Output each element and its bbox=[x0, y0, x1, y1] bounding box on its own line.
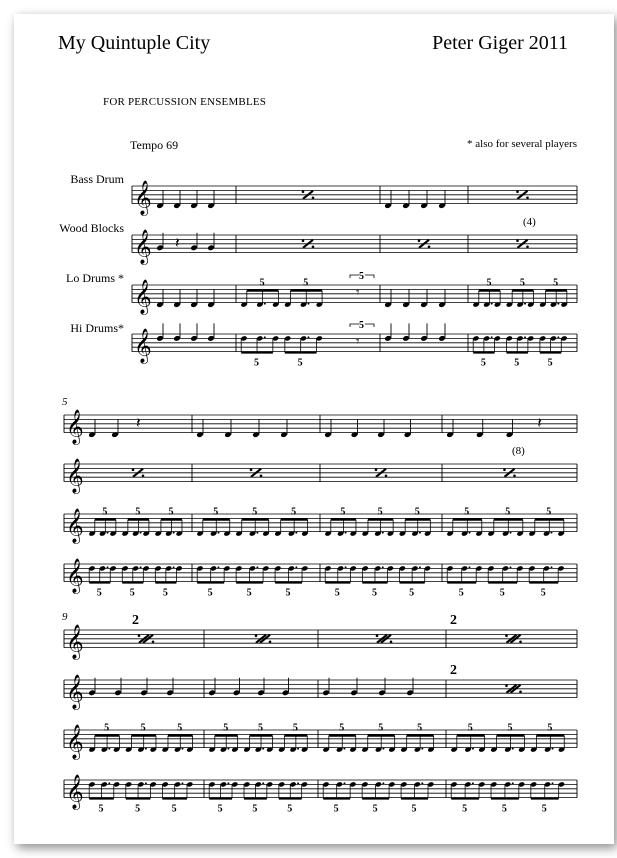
tuplet-number: 5 bbox=[254, 357, 260, 369]
staff bbox=[132, 285, 577, 303]
staff bbox=[132, 186, 577, 204]
tuplet-number: 5 bbox=[417, 722, 423, 734]
repeat-dot bbox=[516, 191, 519, 194]
tuplet-number: 5 bbox=[340, 506, 346, 518]
repeat-dot bbox=[132, 469, 135, 472]
dot bbox=[491, 336, 493, 338]
tuplet-number: 5 bbox=[291, 506, 297, 518]
tuplet-number: 5 bbox=[135, 803, 141, 815]
tuplet-number: 5 bbox=[297, 357, 303, 369]
repeat-dot bbox=[526, 246, 529, 249]
staff bbox=[64, 415, 577, 433]
tuplet-number: 5 bbox=[207, 587, 213, 599]
eighth-rest: 𝄾 bbox=[356, 284, 360, 300]
eighth-rest: 𝄾 bbox=[356, 333, 360, 349]
instrument-label-lo-drums: Lo Drums * bbox=[66, 271, 124, 285]
tuplet-number: 5 bbox=[129, 587, 135, 599]
dot bbox=[181, 782, 183, 784]
tuplet-number: 5 bbox=[135, 506, 141, 518]
dot bbox=[108, 748, 110, 750]
dot bbox=[469, 532, 471, 534]
tuplet-number: 5 bbox=[287, 803, 293, 815]
tuplet-number: 5 bbox=[378, 722, 384, 734]
dot bbox=[227, 748, 229, 750]
instrument-label-wood-blocks: Wood Blocks bbox=[59, 221, 124, 235]
dot bbox=[262, 782, 264, 784]
tuplet-number: 5 bbox=[359, 320, 364, 331]
composer-year: Peter Giger 2011 bbox=[432, 32, 568, 54]
tuplet-number: 5 bbox=[246, 587, 252, 599]
dot bbox=[295, 566, 297, 568]
repeat-dot bbox=[312, 246, 315, 249]
tuplet-number: 5 bbox=[540, 587, 546, 599]
staff-1 bbox=[64, 625, 577, 661]
tuplet-number: 5 bbox=[223, 722, 229, 734]
dot bbox=[421, 782, 423, 784]
dot bbox=[419, 566, 421, 568]
repeat-dot bbox=[375, 469, 378, 472]
treble-clef: 𝄞 bbox=[66, 775, 84, 809]
tuplet-number: 5 bbox=[507, 722, 513, 734]
tuplet-number: 5 bbox=[547, 722, 553, 734]
dot bbox=[140, 532, 142, 534]
dot bbox=[557, 336, 559, 338]
dot bbox=[524, 336, 526, 338]
dot bbox=[295, 532, 297, 534]
repeat-dot bbox=[250, 469, 253, 472]
tuplet-number: 5 bbox=[411, 803, 417, 815]
dot bbox=[145, 748, 147, 750]
repeat-dot bbox=[269, 641, 272, 644]
tuplet-number: 5 bbox=[140, 722, 146, 734]
system-3 bbox=[62, 611, 577, 814]
dot bbox=[551, 566, 553, 568]
repeat-dot bbox=[516, 240, 519, 243]
tuplet-number: 5 bbox=[458, 587, 464, 599]
dot bbox=[343, 782, 345, 784]
dot bbox=[552, 748, 554, 750]
treble-clef: 𝄞 bbox=[66, 509, 84, 543]
tuplet-number: 5 bbox=[104, 722, 110, 734]
dot bbox=[173, 566, 175, 568]
staff-1 bbox=[132, 181, 577, 217]
tuplet-number: 5 bbox=[464, 506, 470, 518]
tuplet-number: 5 bbox=[480, 357, 486, 369]
multi-measure-count: 2 bbox=[450, 663, 457, 678]
dot bbox=[307, 303, 309, 305]
staff-3 bbox=[64, 723, 577, 761]
dot bbox=[108, 782, 110, 784]
tuplet-number: 5 bbox=[162, 587, 168, 599]
dot bbox=[472, 748, 474, 750]
repeat-dot bbox=[519, 641, 522, 644]
dot bbox=[345, 566, 347, 568]
repeat-dot bbox=[513, 475, 516, 478]
tuplet-number: 5 bbox=[213, 506, 219, 518]
repeat-dot bbox=[505, 685, 508, 688]
quarter-rest: 𝄽 bbox=[537, 416, 542, 433]
multi-measure-count: 2 bbox=[132, 613, 139, 628]
dot bbox=[145, 782, 147, 784]
treble-clef: 𝄞 bbox=[66, 559, 84, 593]
tuplet-number: 5 bbox=[377, 506, 383, 518]
tuplet-number: 5 bbox=[546, 506, 552, 518]
dot bbox=[512, 782, 514, 784]
staff-2 bbox=[64, 675, 577, 711]
players-footnote: * also for several players bbox=[467, 138, 577, 150]
dot bbox=[107, 566, 109, 568]
tuplet-number: 5 bbox=[333, 803, 339, 815]
tuplet-number: 5 bbox=[303, 277, 309, 289]
treble-clef: 𝄞 bbox=[66, 459, 84, 493]
tuplet-number: 5 bbox=[259, 277, 265, 289]
staff bbox=[64, 464, 577, 482]
dot bbox=[491, 303, 493, 305]
treble-clef: 𝄞 bbox=[134, 329, 152, 363]
treble-clef: 𝄞 bbox=[66, 625, 84, 659]
repeat-dot bbox=[385, 475, 388, 478]
staff bbox=[132, 235, 577, 253]
tuplet-number: 5 bbox=[409, 587, 415, 599]
repeat-dot bbox=[376, 635, 379, 638]
dot bbox=[419, 532, 421, 534]
dot bbox=[557, 303, 559, 305]
staff-2 bbox=[64, 459, 577, 495]
tuplet-number: 5 bbox=[514, 357, 520, 369]
dot bbox=[510, 532, 512, 534]
instrument-label-hi-drums: Hi Drums* bbox=[70, 321, 124, 335]
tuplet-number: 5 bbox=[547, 357, 553, 369]
tuplet-number: 5 bbox=[519, 277, 525, 289]
tuplet-number: 5 bbox=[499, 587, 505, 599]
tuplet-number: 5 bbox=[258, 722, 264, 734]
dot bbox=[343, 748, 345, 750]
score-page bbox=[14, 14, 614, 844]
tuplet-number: 5 bbox=[414, 506, 420, 518]
tuplet-number: 5 bbox=[102, 506, 108, 518]
repeat-dot bbox=[418, 240, 421, 243]
dot bbox=[307, 336, 309, 338]
dot bbox=[256, 532, 258, 534]
staff bbox=[64, 514, 577, 532]
dot bbox=[524, 303, 526, 305]
repeat-dot bbox=[138, 635, 141, 638]
staff-2 bbox=[132, 230, 577, 266]
dot bbox=[140, 566, 142, 568]
measure-number: 9 bbox=[62, 611, 68, 623]
repeat-count: (4) bbox=[523, 216, 536, 228]
dot bbox=[262, 748, 264, 750]
dot bbox=[421, 748, 423, 750]
repeat-dot bbox=[152, 641, 155, 644]
tuplet-number: 5 bbox=[501, 803, 507, 815]
dot bbox=[181, 748, 183, 750]
tuplet-number: 5 bbox=[217, 803, 223, 815]
dot bbox=[297, 782, 299, 784]
tuplet-number: 5 bbox=[96, 587, 102, 599]
dot bbox=[297, 748, 299, 750]
dot bbox=[107, 532, 109, 534]
repeat-dot bbox=[390, 641, 393, 644]
dot bbox=[382, 532, 384, 534]
staff-4 bbox=[64, 559, 577, 599]
dot bbox=[472, 782, 474, 784]
repeat-dot bbox=[526, 197, 529, 200]
dot bbox=[217, 532, 219, 534]
repeat-dot bbox=[302, 240, 305, 243]
staff-1 bbox=[64, 410, 577, 446]
repeat-dot bbox=[503, 469, 506, 472]
dot bbox=[382, 566, 384, 568]
dot bbox=[264, 303, 266, 305]
tuplet-number: 5 bbox=[359, 271, 364, 282]
dot bbox=[264, 336, 266, 338]
repeat-dot bbox=[142, 475, 145, 478]
dot bbox=[217, 566, 219, 568]
tuplet-number: 5 bbox=[98, 803, 104, 815]
tuplet-number: 5 bbox=[467, 722, 473, 734]
staff-4 bbox=[132, 320, 577, 368]
dot bbox=[469, 566, 471, 568]
system-1 bbox=[132, 181, 577, 369]
tempo-marking: Tempo 69 bbox=[130, 138, 179, 152]
tuplet-number: 5 bbox=[334, 587, 340, 599]
treble-clef: 𝄞 bbox=[134, 230, 152, 264]
treble-clef: 𝄞 bbox=[134, 181, 152, 215]
tuplet-number: 5 bbox=[285, 587, 291, 599]
tuplet-number: 5 bbox=[177, 722, 183, 734]
treble-clef: 𝄞 bbox=[134, 280, 152, 314]
dot bbox=[510, 566, 512, 568]
staff-4 bbox=[64, 775, 577, 815]
staff bbox=[64, 680, 577, 698]
multi-measure-count: 2 bbox=[450, 613, 457, 628]
repeat-dot bbox=[255, 635, 258, 638]
tuplet-number: 5 bbox=[371, 587, 377, 599]
quarter-rest: 𝄽 bbox=[136, 416, 141, 433]
repeat-dot bbox=[312, 197, 315, 200]
music-notation bbox=[14, 14, 614, 844]
tuplet-number: 5 bbox=[553, 277, 559, 289]
tuplet-number: 5 bbox=[171, 803, 177, 815]
instrument-label-bass-drum: Bass Drum bbox=[70, 172, 124, 186]
dot bbox=[512, 748, 514, 750]
staff-3 bbox=[132, 271, 577, 316]
dot bbox=[382, 748, 384, 750]
repeat-dot bbox=[302, 191, 305, 194]
treble-clef: 𝄞 bbox=[66, 675, 84, 709]
piece-title: My Quintuple City bbox=[58, 32, 211, 54]
dot bbox=[551, 532, 553, 534]
staff bbox=[64, 630, 577, 648]
system-2 bbox=[62, 396, 577, 598]
repeat-dot bbox=[505, 635, 508, 638]
repeat-dot bbox=[260, 475, 263, 478]
dot bbox=[382, 782, 384, 784]
measure-number: 5 bbox=[62, 396, 68, 408]
treble-clef: 𝄞 bbox=[66, 410, 84, 444]
tuplet-number: 5 bbox=[505, 506, 511, 518]
tuplet-number: 5 bbox=[292, 722, 298, 734]
repeat-dot bbox=[428, 246, 431, 249]
tuplet-number: 5 bbox=[339, 722, 345, 734]
dot bbox=[552, 782, 554, 784]
staff-3 bbox=[64, 507, 577, 545]
tuplet-number: 5 bbox=[372, 803, 378, 815]
tuplet-number: 5 bbox=[168, 506, 174, 518]
repeat-dot bbox=[519, 691, 522, 694]
tuplet-number: 5 bbox=[486, 277, 492, 289]
repeat-count: (8) bbox=[512, 445, 525, 457]
tuplet-number: 5 bbox=[541, 803, 547, 815]
quarter-rest: 𝄽 bbox=[175, 236, 180, 253]
ensemble-subtitle: FOR PERCUSSION ENSEMBLES bbox=[103, 96, 267, 108]
dot bbox=[227, 782, 229, 784]
dot bbox=[173, 532, 175, 534]
dot bbox=[345, 532, 347, 534]
tuplet-number: 5 bbox=[252, 803, 258, 815]
dot bbox=[256, 566, 258, 568]
tuplet-number: 5 bbox=[252, 506, 258, 518]
tuplet-number: 5 bbox=[462, 803, 468, 815]
treble-clef: 𝄞 bbox=[66, 725, 84, 759]
